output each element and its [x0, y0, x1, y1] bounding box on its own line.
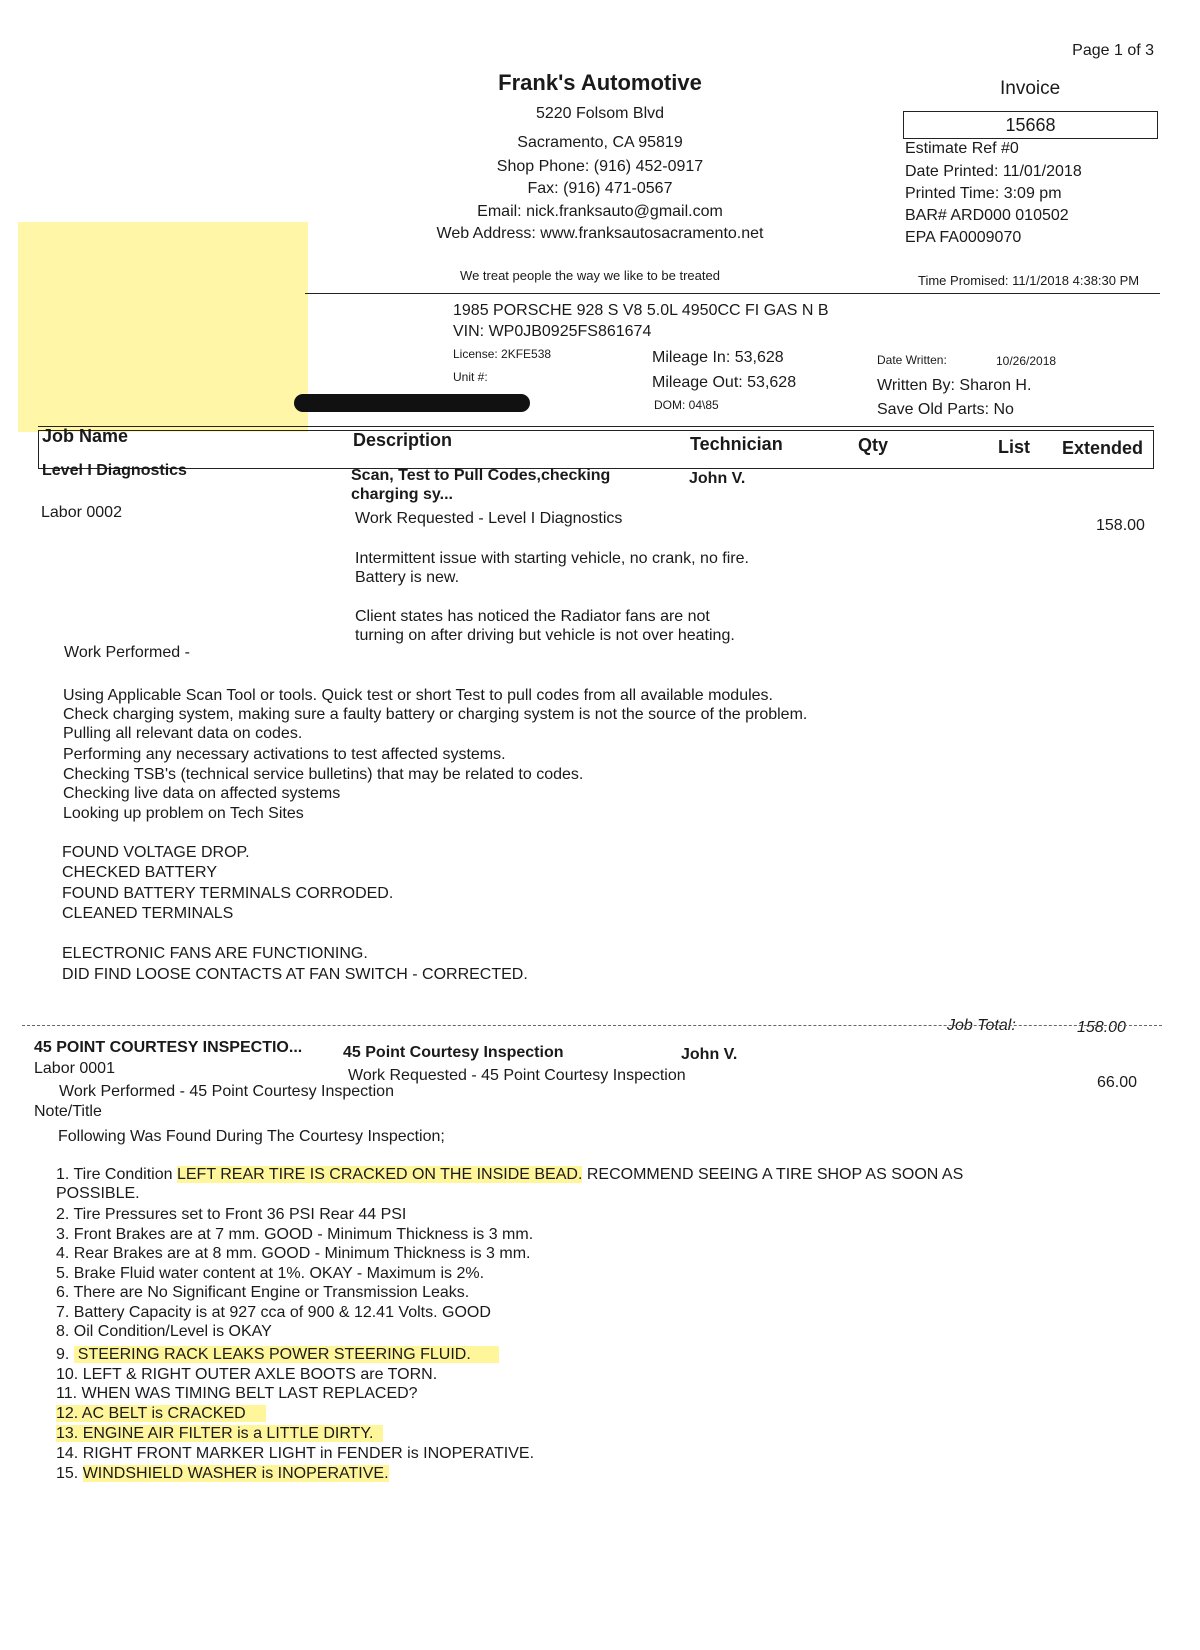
date-written-label: Date Written: — [877, 353, 947, 367]
inspection-item-9-text: STEERING RACK LEAKS POWER STEERING FLUID. — [74, 1346, 499, 1363]
written-by: Written By: Sharon H. — [877, 377, 1032, 394]
inspection-item-10: 10. LEFT & RIGHT OUTER AXLE BOOTS are TORN. — [56, 1366, 438, 1383]
shop-phone: Shop Phone: (916) 452-0917 — [496, 158, 704, 175]
redacted-customer-info — [18, 222, 308, 432]
job1-work-line: Using Applicable Scan Tool or tools. Quick test or short Test to pull codes from all available modules. — [63, 687, 773, 704]
inspection-item-15-text: WINDSHIELD WASHER is INOPERATIVE. — [82, 1465, 389, 1482]
col-description: Description — [353, 430, 453, 450]
table-top-rule — [38, 426, 1154, 427]
vehicle-dom: DOM: 04\85 — [654, 398, 719, 412]
job1-work-line: Looking up problem on Tech Sites — [63, 805, 304, 822]
header-left-edge — [38, 430, 39, 468]
date-printed: Date Printed: 11/01/2018 — [905, 163, 1082, 180]
job2-work-requested: Work Requested - 45 Point Courtesy Inspection — [348, 1067, 686, 1084]
job1-work-line: Checking live data on affected systems — [63, 785, 341, 802]
col-qty: Qty — [858, 435, 889, 455]
vehicle-license: License: 2KFE538 — [453, 347, 552, 361]
inspection-item-1-highlight: LEFT REAR TIRE IS CRACKED ON THE INSIDE BEAD. — [176, 1166, 583, 1183]
time-promised: Time Promised: 11/1/2018 4:38:30 PM — [918, 273, 1140, 288]
job2-intro: Following Was Found During The Courtesy Inspection; — [58, 1128, 445, 1145]
job1-work-line: Pulling all relevant data on codes. — [63, 725, 303, 742]
invoice-label: Invoice — [1000, 78, 1061, 99]
col-extended: Extended — [1062, 438, 1144, 458]
job1-finding: ELECTRONIC FANS ARE FUNCTIONING. — [62, 945, 368, 962]
job1-work-requested: Work Requested - Level I Diagnostics — [355, 510, 623, 527]
vehicle-unit: Unit #: — [453, 370, 488, 384]
job1-total-label: Job Total: — [947, 1017, 1016, 1034]
inspection-item: 7. Battery Capacity is at 927 cca of 900 & 12.41 Volts. GOOD — [56, 1304, 491, 1321]
table-top-rule-2 — [38, 430, 1154, 431]
col-job-name: Job Name — [42, 426, 129, 446]
epa-number: EPA FA0009070 — [905, 229, 1022, 246]
page-number: Page 1 of 3 — [1072, 42, 1154, 59]
mileage-out: Mileage Out: 53,628 — [652, 374, 797, 391]
inspection-item-9 — [56, 1346, 499, 1364]
estimate-ref: Estimate Ref #0 — [905, 140, 1019, 157]
job1-description-1: Scan, Test to Pull Codes,checking — [351, 467, 611, 484]
shop-tagline: We treat people the way we like to be treated — [460, 268, 720, 283]
job1-finding: CLEANED TERMINALS — [62, 905, 234, 922]
inspection-item-13-text: 13. ENGINE AIR FILTER is a LITTLE DIRTY. — [56, 1425, 383, 1442]
header-rule — [305, 293, 1160, 294]
redaction-bar — [294, 394, 530, 412]
shop-email: Email: nick.franksauto@gmail.com — [477, 203, 723, 220]
inspection-item: 3. Front Brakes are at 7 mm. GOOD - Minimum Thickness is 3 mm. — [56, 1226, 534, 1243]
inspection-item: 2. Tire Pressures set to Front 36 PSI Rear 44 PSI — [56, 1206, 407, 1223]
job1-work-performed-label: Work Performed - — [64, 644, 190, 661]
job1-finding: FOUND VOLTAGE DROP. — [62, 844, 250, 861]
mileage-in: Mileage In: 53,628 — [652, 349, 784, 366]
job1-work-line: Checking TSB's (technical service bulletins) that may be related to codes. — [63, 766, 584, 783]
job2-name: 45 POINT COURTESY INSPECTIO... — [34, 1039, 303, 1056]
job1-name: Level I Diagnostics — [42, 462, 187, 479]
inspection-item: 5. Brake Fluid water content at 1%. OKAY - Maximum is 2%. — [56, 1265, 485, 1282]
col-list: List — [998, 437, 1031, 457]
invoice-number: 15668 — [903, 111, 1158, 139]
inspection-item-11: 11. WHEN WAS TIMING BELT LAST REPLACED? — [56, 1385, 418, 1402]
job1-note-line: turning on after driving but vehicle is not over heating. — [355, 627, 735, 644]
printed-time: Printed Time: 3:09 pm — [905, 185, 1062, 202]
inspection-item-9-num: 9. — [56, 1346, 70, 1363]
job2-note-title: Note/Title — [34, 1103, 102, 1120]
inspection-item-1-suffix: RECOMMEND SEEING A TIRE SHOP AS SOON AS — [586, 1166, 964, 1183]
inspection-item-13 — [56, 1425, 383, 1443]
inspection-item: 8. Oil Condition/Level is OKAY — [56, 1323, 272, 1340]
job1-note-line: Client states has noticed the Radiator fans are not — [355, 608, 710, 625]
job1-labor: Labor 0002 — [41, 504, 122, 521]
job2-extended: 66.00 — [1097, 1074, 1138, 1091]
inspection-item-15 — [56, 1465, 389, 1483]
inspection-item: 6. There are No Significant Engine or Transmission Leaks. — [56, 1284, 470, 1301]
shop-city: Sacramento, CA 95819 — [517, 134, 683, 151]
save-old-parts: Save Old Parts: No — [877, 401, 1014, 418]
job-separator — [22, 1025, 1162, 1026]
job1-note-line: Battery is new. — [355, 569, 460, 586]
job2-labor: Labor 0001 — [34, 1060, 115, 1077]
inspection-item-15-num: 15. — [56, 1465, 79, 1482]
header-right-edge — [1153, 430, 1154, 468]
job1-work-line: Performing any necessary activations to test affected systems. — [63, 746, 506, 763]
inspection-item-1-prefix: 1. Tire Condition — [56, 1166, 173, 1183]
job2-description: 45 Point Courtesy Inspection — [343, 1044, 564, 1061]
bar-number: BAR# ARD000 010502 — [905, 207, 1069, 224]
job1-extended: 158.00 — [1096, 517, 1145, 534]
col-technician: Technician — [690, 434, 783, 454]
job1-finding: DID FIND LOOSE CONTACTS AT FAN SWITCH - CORRECTED. — [62, 966, 528, 983]
inspection-item: 4. Rear Brakes are at 8 mm. GOOD - Minimum Thickness is 3 mm. — [56, 1245, 531, 1262]
inspection-item-12 — [56, 1405, 266, 1423]
job1-work-line: Check charging system, making sure a faulty battery or charging system is not the source of the problem. — [63, 706, 808, 723]
job1-technician: John V. — [689, 470, 746, 487]
job2-work-performed: Work Performed - 45 Point Courtesy Inspection — [59, 1083, 394, 1100]
job1-finding: CHECKED BATTERY — [62, 864, 217, 881]
vehicle-vin: VIN: WP0JB0925FS861674 — [453, 323, 652, 340]
job1-total: 158.00 — [1077, 1019, 1126, 1036]
vehicle-description: 1985 PORSCHE 928 S V8 5.0L 4950CC FI GAS N B — [453, 302, 829, 319]
shop-name: Frank's Automotive — [498, 70, 702, 95]
job1-description-2: charging sy... — [351, 486, 453, 503]
inspection-item-1-cont: POSSIBLE. — [56, 1185, 140, 1202]
shop-fax: Fax: (916) 471-0567 — [527, 180, 673, 197]
job1-finding: FOUND BATTERY TERMINALS CORRODED. — [62, 885, 394, 902]
inspection-item-12-text: 12. AC BELT is CRACKED — [56, 1405, 266, 1422]
inspection-item-14: 14. RIGHT FRONT MARKER LIGHT in FENDER is INOPERATIVE. — [56, 1445, 535, 1462]
job2-technician: John V. — [681, 1046, 738, 1063]
shop-address: 5220 Folsom Blvd — [535, 105, 665, 122]
inspection-item-1 — [56, 1166, 963, 1184]
date-written: 10/26/2018 — [996, 354, 1057, 368]
shop-web: Web Address: www.franksautosacramento.net — [436, 225, 764, 242]
job1-note-line: Intermittent issue with starting vehicle, no crank, no fire. — [355, 550, 749, 567]
